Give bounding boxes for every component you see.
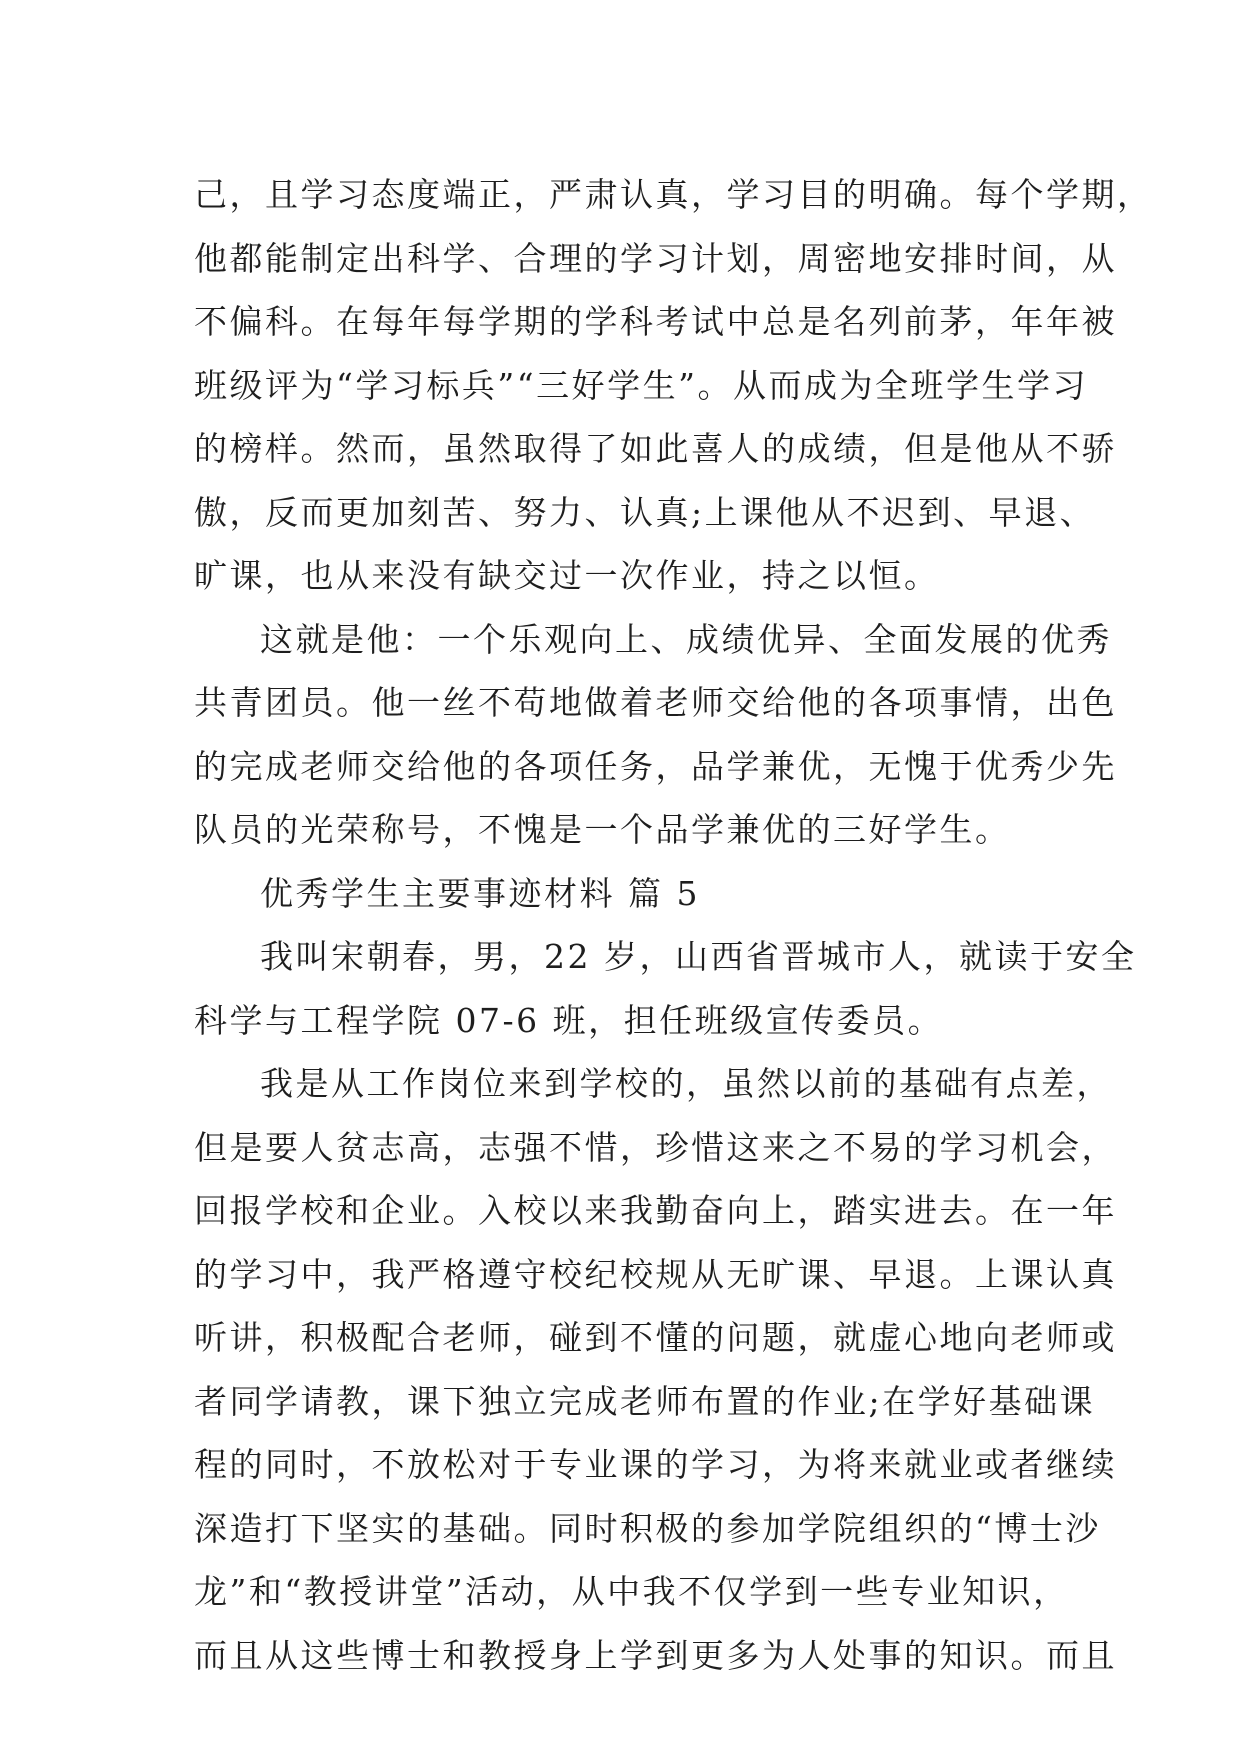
- text-line: 程的同时，不放松对于专业课的学习，为将来就业或者继续: [194, 1445, 1117, 1484]
- text-line: 队员的光荣称号，不愧是一个品学兼优的三好学生。: [194, 810, 1011, 849]
- text-line: 我叫宋朝春，男，22 岁，山西省晋城市人，就读于安全: [260, 937, 1137, 976]
- text-line: 傲，反而更加刻苦、努力、认真;上课他从不迟到、早退、: [194, 492, 1096, 532]
- text-line: 深造打下坚实的基础。同时积极的参加学院组织的“博士沙: [194, 1508, 1101, 1548]
- text-line: 科学与工程学院 07-6 班，担任班级宣传委员。: [194, 1000, 944, 1040]
- text-line: 优秀学生主要事迹材料 篇 5: [260, 873, 700, 913]
- text-line: 旷课，也从来没有缺交过一次作业，持之以恒。: [194, 556, 940, 595]
- text-line: 听讲，积极配合老师，碰到不懂的问题，就虚心地向老师或: [194, 1318, 1117, 1357]
- text-line: 回报学校和企业。入校以来我勤奋向上，踏实进去。在一年: [194, 1191, 1117, 1230]
- text-line: 班级评为“学习标兵”“三好学生”。从而成为全班学生学习: [194, 365, 1088, 405]
- text-line: 而且从这些博士和教授身上学到更多为人处事的知识。而且: [194, 1635, 1117, 1675]
- text-line: 他都能制定出科学、合理的学习计划，周密地安排时间，从: [194, 238, 1117, 278]
- text-line: 的完成老师交给他的各项任务，品学兼优，无愧于优秀少先: [194, 746, 1117, 786]
- text-line: 我是从工作岗位来到学校的，虽然以前的基础有点差，: [260, 1064, 1112, 1103]
- text-line: 龙”和“教授讲堂”活动，从中我不仅学到一些专业知识，: [194, 1572, 1069, 1611]
- text-line: 但是要人贫志高，志强不惜，珍惜这来之不易的学习机会，: [194, 1127, 1117, 1167]
- text-line: 的学习中，我严格遵守校纪校规从无旷课、早退。上课认真: [194, 1254, 1117, 1294]
- text-line: 不偏科。在每年每学期的学科考试中总是名列前茅，年年被: [194, 302, 1117, 341]
- text-line: 共青团员。他一丝不苟地做着老师交给他的各项事情，出色: [194, 683, 1117, 722]
- text-line: 这就是他：一个乐观向上、成绩优异、全面发展的优秀: [260, 619, 1112, 659]
- text-line: 己，且学习态度端正，严肃认真，学习目的明确。每个学期，: [194, 175, 1153, 214]
- text-line: 者同学请教，课下独立完成老师布置的作业;在学好基础课: [194, 1381, 1096, 1421]
- document-body: [194, 163, 1153, 1687]
- text-line: 的榜样。然而，虽然取得了如此喜人的成绩，但是他从不骄: [194, 429, 1117, 468]
